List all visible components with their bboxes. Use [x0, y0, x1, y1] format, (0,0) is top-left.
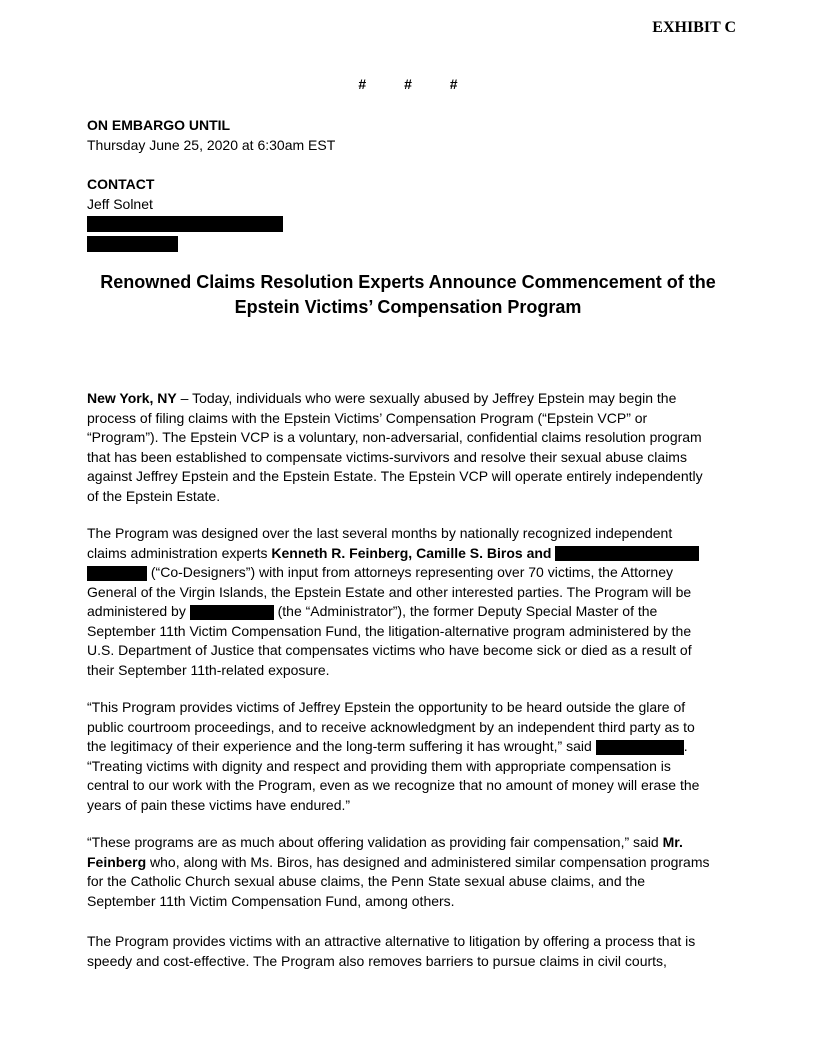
p1-line-2: process of filing claims with the Epstein Victims’ Compensation Program (“Epstein VCP” or	[87, 409, 648, 426]
p1-line-3: “Program”). The Epstein VCP is a voluntary, non-adversarial, confidential claims resolution program	[87, 429, 702, 445]
p3-line-1: “This Program provides victims of Jeffrey Epstein the opportunity to be heard outside the glare of	[87, 699, 686, 715]
p2-line-4: General of the Virgin Islands, the Epstein Estate and other interested parties. The Program will be	[87, 583, 692, 600]
p1-line-5: against Jeffrey Epstein and the Epstein Estate. The Epstein VCP will operate entirely independently	[87, 468, 703, 484]
paragraph-4	[87, 833, 747, 911]
p2-line-6: September 11th Victim Compensation Fund, the litigation-alternative program administered by the	[87, 622, 692, 639]
paragraph-5	[87, 932, 747, 971]
redaction-co-designer-name-b	[87, 566, 147, 581]
paragraph-3	[87, 698, 747, 815]
p1-line-1: – Today, individuals who were sexually abused by Jeffrey Epstein may begin the	[176, 390, 677, 406]
p2-line-5a: administered by	[87, 603, 190, 619]
p2-line-5b: (the “Administrator”), the former Deputy Special Master of the	[273, 603, 658, 619]
p1-line-6: of the Epstein Estate.	[87, 487, 221, 504]
paragraph-2	[87, 524, 747, 680]
embargo-date: Thursday June 25, 2020 at 6:30am EST	[87, 136, 336, 153]
exhibit-label: EXHIBIT C	[652, 19, 736, 36]
headline-line-1: Renowned Claims Resolution Experts Announce Commencement of the	[100, 272, 716, 292]
redaction-co-designer-name-a	[555, 546, 699, 561]
p4-line-3: for the Catholic Church sexual abuse claims, the Penn State sexual abuse claims, and the	[87, 873, 645, 889]
p4-line-1b: Mr.	[662, 834, 683, 850]
p3-line-5: central to our work with the Program, even as we recognize that no amount of money will erase the	[87, 777, 700, 793]
headline-line-2: Epstein Victims’ Compensation Program	[234, 297, 582, 317]
p4-line-2b: who, along with Ms. Biros, has designed and administered similar compensation programs	[146, 853, 710, 870]
paragraph-1	[87, 389, 747, 506]
redaction-administrator-name	[190, 605, 274, 620]
p5-line-2: speedy and cost-effective. The Program also removes barriers to pursue claims in civil courts,	[87, 952, 667, 969]
co-designer-names: Kenneth R. Feinberg, Camille S. Biros and	[271, 544, 552, 561]
contact-name: Jeff Solnet	[87, 195, 153, 212]
contact-label: CONTACT	[87, 176, 155, 192]
embargo-block	[87, 116, 335, 155]
dateline: New York, NY	[87, 390, 177, 406]
p2-line-1: The Program was designed over the last several months by nationally recognized independent	[87, 525, 673, 541]
p3-line-2: public courtroom proceedings, and to receive acknowledgment by an independent third party as to	[87, 718, 695, 735]
p4-line-4: September 11th Victim Compensation Fund, among others.	[87, 892, 455, 909]
p2-line-2a: claims administration experts	[87, 544, 272, 561]
embargo-label: ON EMBARGO UNTIL	[87, 117, 231, 133]
redaction-contact-phone	[87, 236, 178, 252]
redaction-contact-email	[87, 216, 283, 232]
section-separator: # # #	[358, 76, 458, 92]
p3-line-6: years of pain these victims have endured.”	[87, 796, 351, 813]
p2-line-7: U.S. Department of Justice that compensates victims who have become sick or died as a result of	[87, 642, 692, 658]
p5-line-1: The Program provides victims with an attractive alternative to litigation by offering a process that is	[87, 933, 696, 949]
p2-line-3: (“Co-Designers”) with input from attorneys representing over 70 victims, the Attorney	[147, 564, 673, 580]
redaction-quote-speaker	[596, 740, 684, 755]
press-release-headline	[60, 270, 756, 320]
p4-line-2a: Feinberg	[87, 853, 147, 870]
p3-line-3: the legitimacy of their experience and the long-term suffering it has wrought,” said	[87, 738, 596, 754]
p4-line-1a: “These programs are as much about offering validation as providing fair compensation,” said	[87, 834, 663, 850]
p3-line-3-end: .	[683, 738, 688, 754]
p1-line-4: that has been established to compensate victims-survivors and resolve their sexual abuse claims	[87, 448, 687, 465]
p2-line-8: their September 11th-related exposure.	[87, 661, 330, 678]
p3-line-4: “Treating victims with dignity and respect and providing them with appropriate compensation is	[87, 757, 671, 774]
contact-block	[87, 175, 283, 254]
